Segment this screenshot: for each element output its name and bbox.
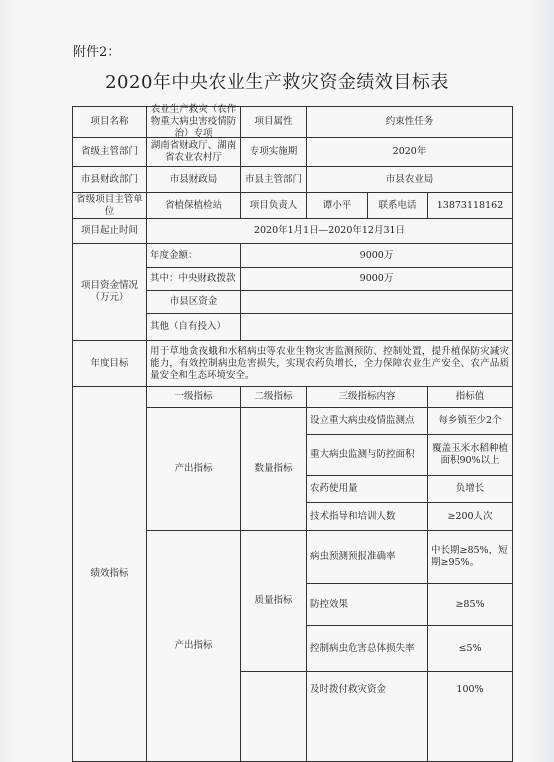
col-header-level2: 二级指标 (240, 386, 307, 408)
attachment-label: 附件2： (73, 45, 121, 60)
project-attr-value: 约束性任务 (306, 106, 513, 138)
quality-indicator: 质量指标 (240, 530, 307, 672)
phone-value: 13873118162 (427, 192, 513, 219)
city-finance-label: 市县财政部门 (72, 166, 147, 193)
prov-unit-label: 省级项目主管单位 (72, 192, 147, 219)
output-indicator-1: 产出指标 (146, 407, 241, 531)
indicator-item: 设立重大病虫疫情监测点 (306, 407, 428, 435)
funds-label: 项目资金情况（万元） (72, 243, 147, 341)
indicator-value: ≤5% (427, 625, 513, 672)
period-value: 2020年 (306, 137, 513, 167)
leader-label: 项目负责人 (240, 192, 307, 219)
indicator-value: 中长期≥85%，短期≥95%。 (427, 530, 513, 584)
scan-edge-left (0, 0, 18, 762)
indicator-value: ≥200人次 (427, 502, 513, 531)
annual-goal-label: 年度目标 (72, 340, 147, 387)
annual-goal-text: 用于草地贪夜蛾和水稻病虫等农业生物灾害监测预防、控制处置，提升植保防灾减灾能力，有效控制病虫危害损失，实现农药负增长，全力保障农业生产安全、农产品质量安全和生态环境安全。 (146, 340, 513, 387)
dates-label: 项目起止时间 (72, 218, 147, 244)
prov-dept-value: 湖南省财政厅、湖南省农业农村厅 (146, 137, 241, 167)
city-finance-value: 市县财政局 (146, 166, 241, 193)
period-label: 专项实施期 (240, 137, 307, 167)
indicator-item: 病虫预测预报准确率 (306, 530, 428, 584)
project-name-label: 项目名称 (72, 106, 147, 138)
document-title: 2020年中央农业生产救灾资金绩效目标表 (105, 72, 449, 93)
col-header-level1: 一级指标 (146, 386, 241, 408)
funds-annual-value: 9000万 (240, 243, 513, 268)
indicator-value: 100% (427, 671, 513, 762)
city-dept-label: 市县主管部门 (240, 166, 307, 193)
funds-central-value: 9000万 (240, 267, 513, 291)
phone-label: 联系电话 (367, 192, 428, 219)
quantity-indicator: 数量指标 (240, 407, 307, 531)
prov-unit-value: 省植保植检站 (146, 192, 241, 219)
indicator-value: 每乡镇至少2个 (427, 407, 513, 435)
indicator-item: 技术指导和培训人数 (306, 502, 428, 531)
funds-local-label: 市县区资金 (146, 290, 241, 314)
funds-other-value (240, 313, 513, 341)
prov-dept-label: 省级主管部门 (72, 137, 147, 167)
performance-table (72, 106, 513, 762)
performance-label: 绩效指标 (72, 386, 147, 762)
city-dept-value: 市县农业局 (306, 166, 513, 193)
scan-edge-right (524, 0, 554, 762)
indicator-item: 农药使用量 (306, 475, 428, 503)
indicator-item: 及时拨付救灾资金 (306, 671, 428, 762)
leader-value: 谭小平 (306, 192, 368, 219)
indicator-item: 防控效果 (306, 583, 428, 626)
project-name-value: 农业生产救灾（农作物重大病虫害疫情防治）专项 (146, 106, 241, 138)
output-indicator-2: 产出指标 (146, 530, 241, 762)
indicator-value: 负增长 (427, 475, 513, 503)
funds-other-label: 其他（自有投入） (146, 313, 241, 341)
dates-value: 2020年1月1日—2020年12月31日 (146, 218, 513, 244)
project-attr-label: 项目属性 (240, 106, 307, 138)
indicator-value: ≥85% (427, 583, 513, 626)
col-header-level3: 三级指标内容 (306, 386, 428, 408)
col-header-value: 指标值 (427, 386, 513, 408)
funds-annual-label: 年度金额： (146, 243, 241, 268)
quality-indicator-extra (240, 671, 307, 762)
indicator-item: 重大病虫监测与防控面积 (306, 434, 428, 476)
funds-central-label: 其中：中央财政拨款 (146, 267, 241, 291)
funds-local-value (240, 290, 513, 314)
indicator-item: 控制病虫危害总体损失率 (306, 625, 428, 672)
indicator-value: 覆盖玉米水稻种植面积90%以上 (427, 434, 513, 476)
